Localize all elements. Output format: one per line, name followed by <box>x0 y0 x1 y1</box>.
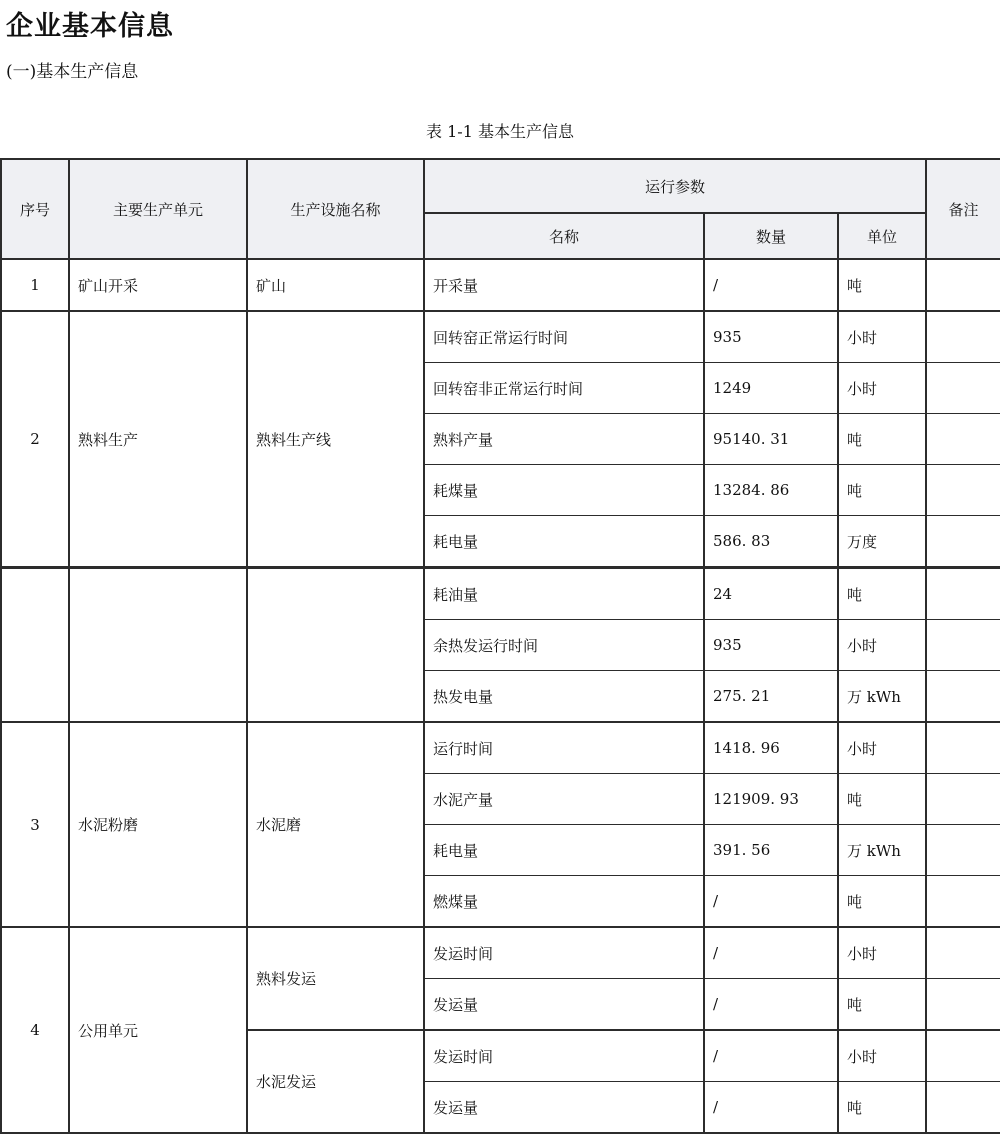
cell-remark <box>926 671 1000 723</box>
cell-remark <box>926 1082 1000 1134</box>
cell-qty: 24 <box>704 568 838 620</box>
cell-param-name: 发运时间 <box>424 1030 704 1082</box>
cell-remark <box>926 465 1000 516</box>
cell-remark <box>926 979 1000 1031</box>
cell-param-name: 燃煤量 <box>424 876 704 928</box>
header-param-qty: 数量 <box>704 213 838 259</box>
cell-unit-of-measure: 吨 <box>838 259 926 311</box>
cell-unit-of-measure: 小时 <box>838 927 926 979</box>
cell-qty: / <box>704 1082 838 1134</box>
table-header-row <box>1 159 1000 213</box>
cell-seq: 3 <box>1 722 69 927</box>
cell-unit-of-measure: 吨 <box>838 1082 926 1134</box>
cell-param-name: 发运时间 <box>424 927 704 979</box>
cell-facility: 矿山 <box>247 259 424 311</box>
cell-remark <box>926 414 1000 465</box>
cell-qty: / <box>704 979 838 1031</box>
cell-seq <box>1 568 69 723</box>
cell-param-name: 余热发运行时间 <box>424 620 704 671</box>
header-remark: 备注 <box>926 159 1000 259</box>
cell-remark <box>926 774 1000 825</box>
cell-seq: 2 <box>1 311 69 568</box>
production-info-table <box>0 158 1000 1134</box>
cell-param-name: 耗油量 <box>424 568 704 620</box>
cell-unit-of-measure: 吨 <box>838 568 926 620</box>
cell-qty: 95140. 31 <box>704 414 838 465</box>
table-row <box>1 927 1000 979</box>
cell-unit-of-measure: 吨 <box>838 979 926 1031</box>
cell-qty: 1249 <box>704 363 838 414</box>
cell-remark <box>926 876 1000 928</box>
cell-param-name: 发运量 <box>424 1082 704 1134</box>
cell-qty: 935 <box>704 311 838 363</box>
cell-remark <box>926 516 1000 568</box>
header-seq: 序号 <box>1 159 69 259</box>
cell-unit: 矿山开采 <box>69 259 247 311</box>
cell-unit-of-measure: 小时 <box>838 722 926 774</box>
table-row <box>1 259 1000 311</box>
cell-unit: 熟料生产 <box>69 311 247 568</box>
cell-unit-of-measure: 吨 <box>838 414 926 465</box>
cell-seq: 1 <box>1 259 69 311</box>
cell-remark <box>926 927 1000 979</box>
cell-qty: 391. 56 <box>704 825 838 876</box>
cell-qty: 121909. 93 <box>704 774 838 825</box>
cell-unit-of-measure: 吨 <box>838 876 926 928</box>
table-caption: 表 1-1 基本生产信息 <box>426 122 574 141</box>
cell-param-name: 回转窑正常运行时间 <box>424 311 704 363</box>
cell-unit-of-measure: 小时 <box>838 1030 926 1082</box>
cell-param-name: 发运量 <box>424 979 704 1031</box>
cell-remark <box>926 568 1000 620</box>
cell-unit-of-measure: 万 kWh <box>838 825 926 876</box>
cell-param-name: 开采量 <box>424 259 704 311</box>
section-subtitle: (一)基本生产信息 <box>6 62 139 82</box>
cell-qty: 13284. 86 <box>704 465 838 516</box>
cell-param-name: 运行时间 <box>424 722 704 774</box>
cell-remark <box>926 825 1000 876</box>
cell-param-name: 水泥产量 <box>424 774 704 825</box>
cell-unit-of-measure: 小时 <box>838 311 926 363</box>
cell-qty: / <box>704 1030 838 1082</box>
cell-unit-of-measure: 吨 <box>838 465 926 516</box>
cell-param-name: 耗电量 <box>424 825 704 876</box>
cell-qty: / <box>704 927 838 979</box>
header-unit: 主要生产单元 <box>69 159 247 259</box>
cell-unit-of-measure: 吨 <box>838 774 926 825</box>
header-param-unit: 单位 <box>838 213 926 259</box>
cell-param-name: 回转窑非正常运行时间 <box>424 363 704 414</box>
cell-qty: 275. 21 <box>704 671 838 723</box>
cell-unit: 公用单元 <box>69 927 247 1133</box>
cell-remark <box>926 722 1000 774</box>
cell-facility: 水泥磨 <box>247 722 424 927</box>
table-row <box>1 568 1000 620</box>
cell-param-name: 耗煤量 <box>424 465 704 516</box>
cell-param-name: 熟料产量 <box>424 414 704 465</box>
table-row <box>1 722 1000 774</box>
cell-remark <box>926 363 1000 414</box>
cell-facility <box>247 568 424 723</box>
cell-qty: / <box>704 876 838 928</box>
header-param-name: 名称 <box>424 213 704 259</box>
table-row <box>1 311 1000 363</box>
cell-param-name: 热发电量 <box>424 671 704 723</box>
cell-unit: 水泥粉磨 <box>69 722 247 927</box>
cell-qty: 1418. 96 <box>704 722 838 774</box>
cell-remark <box>926 311 1000 363</box>
cell-param-name: 耗电量 <box>424 516 704 568</box>
header-facility: 生产设施名称 <box>247 159 424 259</box>
cell-unit-of-measure: 小时 <box>838 620 926 671</box>
cell-unit-of-measure: 小时 <box>838 363 926 414</box>
cell-facility: 水泥发运 <box>247 1030 424 1133</box>
header-params-group: 运行参数 <box>424 159 926 213</box>
cell-remark <box>926 259 1000 311</box>
cell-unit-of-measure: 万 kWh <box>838 671 926 723</box>
page-title: 企业基本信息 <box>6 11 174 42</box>
cell-qty: / <box>704 259 838 311</box>
cell-remark <box>926 620 1000 671</box>
cell-seq: 4 <box>1 927 69 1133</box>
cell-unit-of-measure: 万度 <box>838 516 926 568</box>
cell-remark <box>926 1030 1000 1082</box>
cell-facility: 熟料发运 <box>247 927 424 1030</box>
cell-qty: 586. 83 <box>704 516 838 568</box>
cell-qty: 935 <box>704 620 838 671</box>
cell-facility: 熟料生产线 <box>247 311 424 568</box>
cell-unit <box>69 568 247 723</box>
